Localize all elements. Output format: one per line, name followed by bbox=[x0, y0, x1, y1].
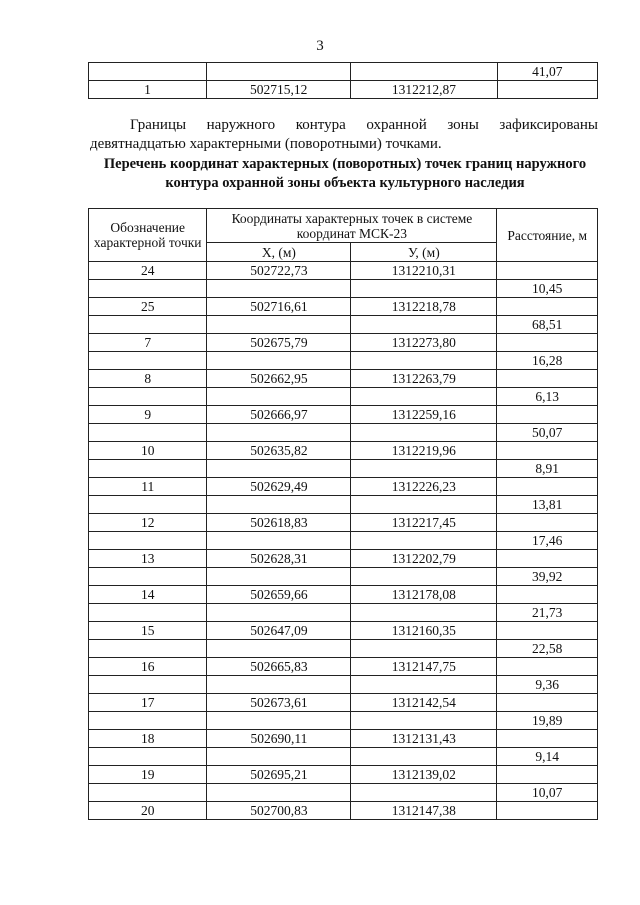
paragraph-line: девятнадцатью характерными (поворотными) точками. bbox=[90, 136, 442, 152]
table-row bbox=[89, 640, 598, 658]
table-row bbox=[89, 658, 598, 676]
paragraph-word: зафиксированы bbox=[499, 117, 598, 133]
distance-cell bbox=[497, 514, 598, 532]
distance-cell: 41,07 bbox=[497, 63, 597, 81]
point-cell: 16 bbox=[89, 658, 207, 676]
x-cell: 502618,83 bbox=[207, 514, 351, 532]
table-row bbox=[89, 334, 598, 352]
y-cell bbox=[351, 676, 497, 694]
table-row bbox=[89, 568, 598, 586]
distance-cell bbox=[497, 550, 598, 568]
distance-cell bbox=[497, 298, 598, 316]
distance-cell bbox=[497, 766, 598, 784]
point-cell bbox=[89, 568, 207, 586]
point-cell bbox=[89, 280, 207, 298]
distance-cell bbox=[497, 406, 598, 424]
x-cell: 502722,73 bbox=[207, 262, 351, 280]
page-number: 3 bbox=[316, 38, 324, 54]
x-cell: 502715,12 bbox=[207, 81, 351, 99]
distance-cell bbox=[497, 622, 598, 640]
x-cell: 502662,95 bbox=[207, 370, 351, 388]
table-row bbox=[89, 532, 598, 550]
y-cell bbox=[351, 748, 497, 766]
x-cell bbox=[207, 460, 351, 478]
distance-cell: 19,89 bbox=[497, 712, 598, 730]
distance-cell bbox=[497, 334, 598, 352]
table-row bbox=[89, 63, 598, 81]
x-cell bbox=[207, 748, 351, 766]
point-cell bbox=[89, 424, 207, 442]
table-row bbox=[89, 604, 598, 622]
y-cell bbox=[351, 460, 497, 478]
table-row bbox=[89, 586, 598, 604]
coords-header: Координаты характерных точек в системе координат МСК-23 bbox=[207, 209, 497, 243]
point-cell: 20 bbox=[89, 802, 207, 820]
y-cell: 1312219,96 bbox=[351, 442, 497, 460]
y-cell: 1312263,79 bbox=[351, 370, 497, 388]
distance-cell: 22,58 bbox=[497, 640, 598, 658]
distance-cell bbox=[497, 658, 598, 676]
table-row bbox=[89, 622, 598, 640]
section-heading bbox=[80, 155, 610, 193]
point-cell bbox=[89, 676, 207, 694]
x-cell bbox=[207, 604, 351, 622]
x-cell: 502673,61 bbox=[207, 694, 351, 712]
point-cell: 17 bbox=[89, 694, 207, 712]
y-cell bbox=[351, 316, 497, 334]
y-cell bbox=[351, 532, 497, 550]
point-cell bbox=[89, 388, 207, 406]
table-row bbox=[89, 370, 598, 388]
table-header-row bbox=[89, 209, 598, 243]
coordinates-table bbox=[88, 208, 598, 820]
point-cell: 13 bbox=[89, 550, 207, 568]
point-cell: 18 bbox=[89, 730, 207, 748]
table-row bbox=[89, 712, 598, 730]
y-cell: 1312210,31 bbox=[351, 262, 497, 280]
table-row bbox=[89, 280, 598, 298]
x-cell bbox=[207, 640, 351, 658]
heading-line: контура охранной зоны объекта культурного наследия bbox=[165, 175, 525, 191]
x-cell: 502666,97 bbox=[207, 406, 351, 424]
table-body bbox=[89, 262, 598, 820]
y-cell bbox=[351, 63, 497, 81]
distance-cell bbox=[497, 730, 598, 748]
table-row bbox=[89, 406, 598, 424]
x-cell bbox=[207, 424, 351, 442]
y-cell bbox=[351, 352, 497, 370]
point-cell: 1 bbox=[89, 81, 207, 99]
distance-cell: 21,73 bbox=[497, 604, 598, 622]
distance-cell: 10,45 bbox=[497, 280, 598, 298]
distance-cell: 39,92 bbox=[497, 568, 598, 586]
table-row bbox=[89, 352, 598, 370]
table-row bbox=[89, 442, 598, 460]
x-cell: 502700,83 bbox=[207, 802, 351, 820]
x-cell bbox=[207, 532, 351, 550]
x-cell: 502695,21 bbox=[207, 766, 351, 784]
heading-line: Перечень координат характерных (поворотных) точек границ наружного bbox=[103, 156, 587, 172]
y-cell bbox=[351, 280, 497, 298]
table-row bbox=[89, 748, 598, 766]
point-cell: 10 bbox=[89, 442, 207, 460]
table-row bbox=[89, 81, 598, 99]
table-row bbox=[89, 424, 598, 442]
distance-cell: 9,14 bbox=[497, 748, 598, 766]
x-cell bbox=[207, 63, 351, 81]
point-cell: 15 bbox=[89, 622, 207, 640]
table-row bbox=[89, 388, 598, 406]
table-row bbox=[89, 694, 598, 712]
point-cell: 14 bbox=[89, 586, 207, 604]
distance-cell bbox=[497, 478, 598, 496]
table-row bbox=[89, 766, 598, 784]
distance-cell bbox=[497, 694, 598, 712]
x-cell bbox=[207, 280, 351, 298]
y-cell: 1312202,79 bbox=[351, 550, 497, 568]
x-cell bbox=[207, 388, 351, 406]
x-cell bbox=[207, 316, 351, 334]
x-cell bbox=[207, 496, 351, 514]
distance-cell bbox=[497, 81, 597, 99]
distance-cell: 9,36 bbox=[497, 676, 598, 694]
point-cell bbox=[89, 316, 207, 334]
distance-cell bbox=[497, 802, 598, 820]
y-cell bbox=[351, 712, 497, 730]
table-row bbox=[89, 784, 598, 802]
distance-cell: 8,91 bbox=[497, 460, 598, 478]
distance-cell: 50,07 bbox=[497, 424, 598, 442]
y-cell: 1312142,54 bbox=[351, 694, 497, 712]
table-row bbox=[89, 730, 598, 748]
distance-cell: 68,51 bbox=[497, 316, 598, 334]
distance-cell: 16,28 bbox=[497, 352, 598, 370]
point-cell: 11 bbox=[89, 478, 207, 496]
y-cell: 1312178,08 bbox=[351, 586, 497, 604]
distance-cell: 6,13 bbox=[497, 388, 598, 406]
point-cell bbox=[89, 63, 207, 81]
distance-cell: 13,81 bbox=[497, 496, 598, 514]
table-row bbox=[89, 550, 598, 568]
table-row bbox=[89, 298, 598, 316]
paragraph-word: зоны bbox=[447, 117, 479, 133]
y-cell: 1312212,87 bbox=[351, 81, 497, 99]
point-cell bbox=[89, 784, 207, 802]
paragraph-word: Границы bbox=[130, 117, 187, 133]
table-row bbox=[89, 676, 598, 694]
y-cell bbox=[351, 388, 497, 406]
y-cell: 1312218,78 bbox=[351, 298, 497, 316]
paragraph-word: наружного bbox=[206, 117, 276, 133]
point-header: Обозначение характерной точки bbox=[89, 209, 207, 262]
x-cell: 502635,82 bbox=[207, 442, 351, 460]
x-header: X, (м) bbox=[207, 243, 351, 262]
distance-cell: 17,46 bbox=[497, 532, 598, 550]
point-cell bbox=[89, 352, 207, 370]
top-coordinates-table bbox=[88, 62, 598, 99]
y-header: У, (м) bbox=[351, 243, 497, 262]
x-cell: 502659,66 bbox=[207, 586, 351, 604]
x-cell bbox=[207, 568, 351, 586]
y-cell: 1312147,75 bbox=[351, 658, 497, 676]
point-cell bbox=[89, 748, 207, 766]
point-cell bbox=[89, 604, 207, 622]
point-cell: 8 bbox=[89, 370, 207, 388]
point-cell: 7 bbox=[89, 334, 207, 352]
x-cell bbox=[207, 712, 351, 730]
y-cell bbox=[351, 784, 497, 802]
distance-cell bbox=[497, 442, 598, 460]
table-row bbox=[89, 802, 598, 820]
table-row bbox=[89, 514, 598, 532]
paragraph-line bbox=[90, 116, 598, 135]
y-cell: 1312139,02 bbox=[351, 766, 497, 784]
point-cell: 9 bbox=[89, 406, 207, 424]
point-cell bbox=[89, 460, 207, 478]
y-cell: 1312259,16 bbox=[351, 406, 497, 424]
distance-cell: 10,07 bbox=[497, 784, 598, 802]
y-cell: 1312160,35 bbox=[351, 622, 497, 640]
point-cell bbox=[89, 496, 207, 514]
y-cell bbox=[351, 604, 497, 622]
paragraph-word: охранной bbox=[366, 117, 427, 133]
point-cell: 12 bbox=[89, 514, 207, 532]
y-cell bbox=[351, 424, 497, 442]
point-cell: 19 bbox=[89, 766, 207, 784]
y-cell: 1312226,23 bbox=[351, 478, 497, 496]
x-cell: 502665,83 bbox=[207, 658, 351, 676]
x-cell: 502716,61 bbox=[207, 298, 351, 316]
table-row bbox=[89, 262, 598, 280]
x-cell: 502690,11 bbox=[207, 730, 351, 748]
y-cell bbox=[351, 496, 497, 514]
distance-cell bbox=[497, 370, 598, 388]
paragraph-word: контура bbox=[295, 117, 346, 133]
y-cell: 1312217,45 bbox=[351, 514, 497, 532]
distance-cell bbox=[497, 262, 598, 280]
table-row bbox=[89, 496, 598, 514]
point-cell bbox=[89, 532, 207, 550]
y-cell bbox=[351, 568, 497, 586]
distance-cell bbox=[497, 586, 598, 604]
point-cell: 24 bbox=[89, 262, 207, 280]
point-cell bbox=[89, 712, 207, 730]
x-cell: 502647,09 bbox=[207, 622, 351, 640]
x-cell: 502628,31 bbox=[207, 550, 351, 568]
table-row bbox=[89, 316, 598, 334]
y-cell: 1312147,38 bbox=[351, 802, 497, 820]
x-cell: 502675,79 bbox=[207, 334, 351, 352]
boundary-paragraph bbox=[90, 116, 598, 154]
y-cell bbox=[351, 640, 497, 658]
x-cell bbox=[207, 784, 351, 802]
point-cell bbox=[89, 640, 207, 658]
distance-header: Расстояние, м bbox=[497, 209, 598, 262]
point-cell: 25 bbox=[89, 298, 207, 316]
y-cell: 1312131,43 bbox=[351, 730, 497, 748]
x-cell bbox=[207, 352, 351, 370]
table-row bbox=[89, 460, 598, 478]
y-cell: 1312273,80 bbox=[351, 334, 497, 352]
x-cell: 502629,49 bbox=[207, 478, 351, 496]
table-row bbox=[89, 478, 598, 496]
x-cell bbox=[207, 676, 351, 694]
